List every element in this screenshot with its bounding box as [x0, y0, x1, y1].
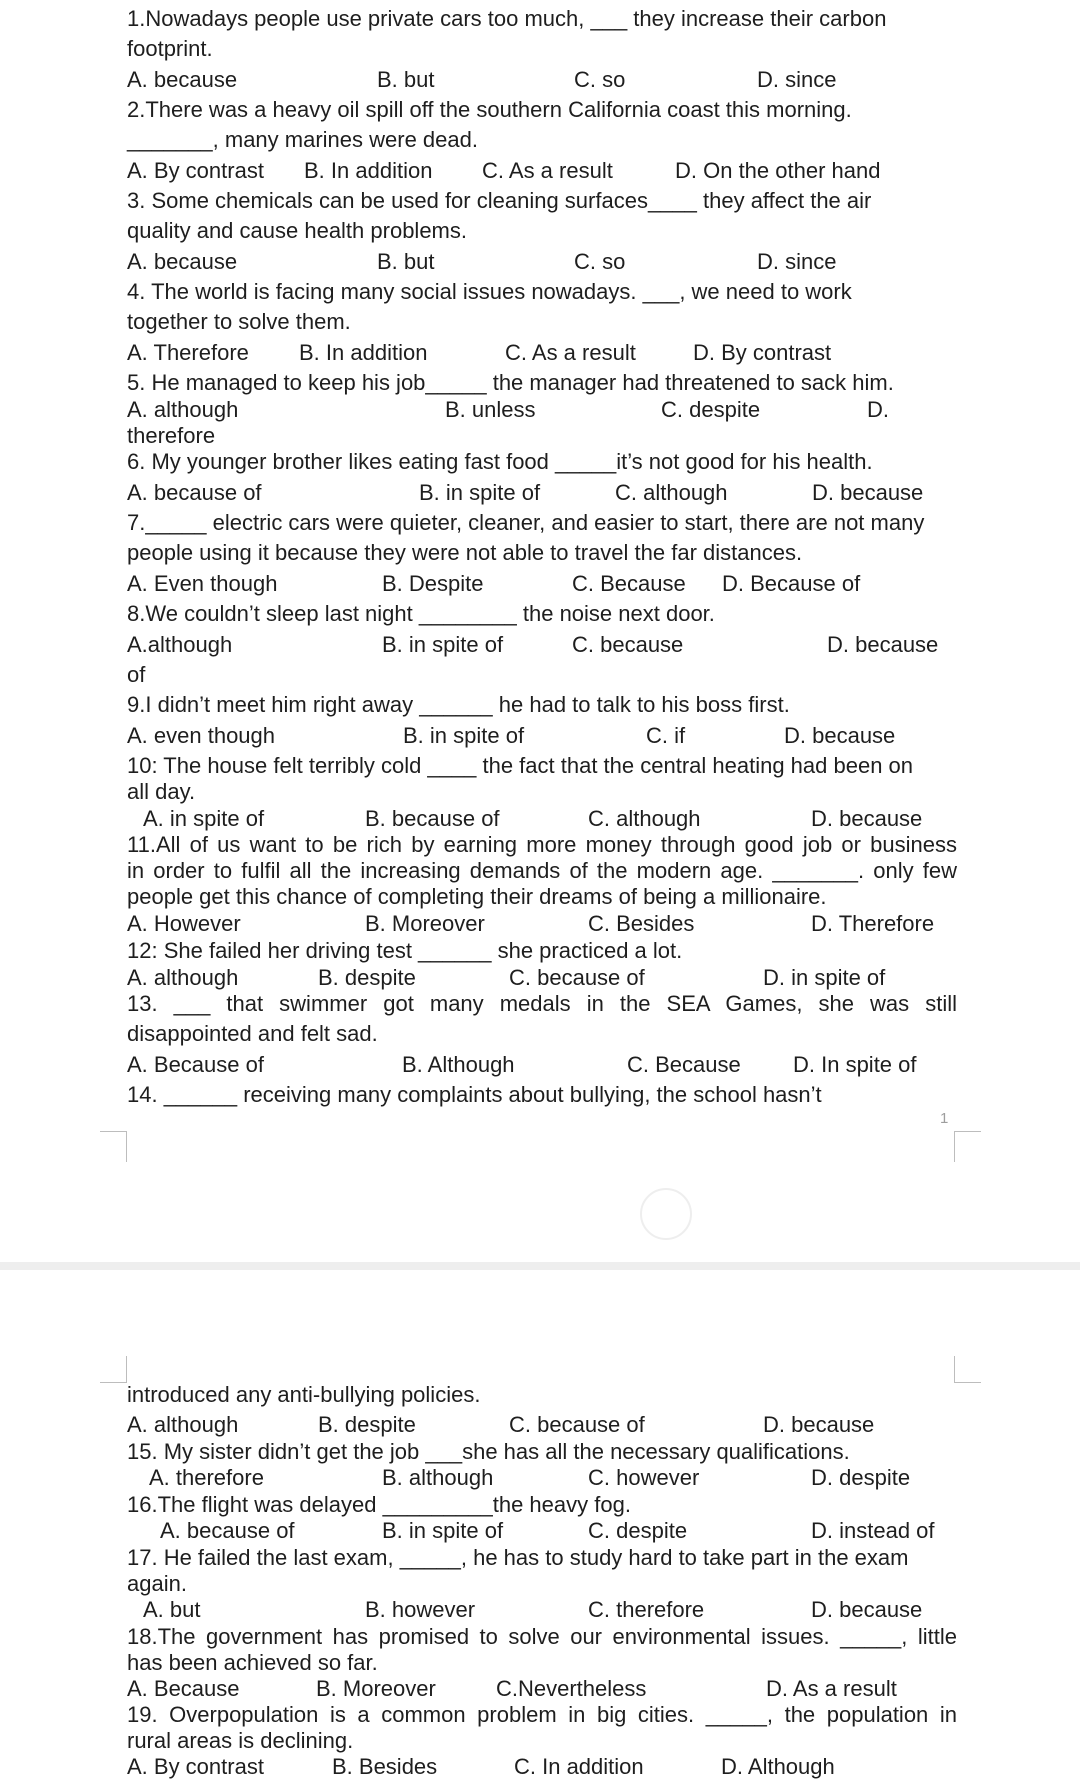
question-14-line-2: introduced any anti-bullying policies. [127, 1382, 481, 1407]
question-1-line-1: 1.Nowadays people use private cars too much, ___ they increase their carbon [127, 6, 887, 31]
option-c[interactable]: C. because of [509, 965, 645, 990]
option-a[interactable]: A. By contrast [127, 1754, 264, 1779]
question-11-line-2: in order to fulfil all the increasing demands of the modern age. _______. only few [127, 858, 957, 883]
option-c[interactable]: C. although [615, 480, 728, 505]
option-c[interactable]: C. therefore [588, 1597, 705, 1622]
question-1-options [127, 67, 957, 93]
question-13-line-2: disappointed and felt sad. [127, 1021, 378, 1046]
option-b[interactable]: B. despite [318, 1412, 416, 1437]
option-d[interactable]: D. Although [721, 1754, 835, 1779]
option-b[interactable]: B. In addition [299, 340, 428, 365]
option-d[interactable]: D. since [757, 67, 837, 92]
option-d[interactable]: D. because [763, 1412, 875, 1437]
option-b[interactable]: B. but [377, 249, 435, 274]
question-16-options [127, 1518, 957, 1544]
question-19-line-2: rural areas is declining. [127, 1728, 354, 1753]
option-b[interactable]: B. but [377, 67, 435, 92]
page-corner-mark [954, 1356, 981, 1383]
question-4-line-1: 4. The world is facing many social issues nowadays. ___, we need to work [127, 279, 852, 304]
option-a[interactable]: A. although [127, 397, 239, 422]
option-d[interactable]: D. despite [811, 1465, 911, 1490]
page-corner-mark [100, 1131, 127, 1162]
option-c[interactable]: C. Because [627, 1052, 741, 1077]
question-13-options [127, 1052, 957, 1078]
scroll-indicator [640, 1188, 692, 1240]
question-3-line-2: quality and cause health problems. [127, 218, 467, 243]
page-number: 1 [940, 1110, 949, 1127]
option-a[interactable]: A. because [127, 249, 238, 274]
question-2-line-2: _______, many marines were dead. [127, 127, 478, 152]
option-b[interactable]: B. in spite of [382, 632, 504, 657]
question-12-line-1: 12: She failed her driving test ______ she practiced a lot. [127, 938, 683, 963]
option-d[interactable]: D. Because of [722, 571, 861, 596]
option-a[interactable]: A. therefore [149, 1465, 264, 1490]
question-7-line-1: 7._____ electric cars were quieter, cleaner, and easier to start, there are not many [127, 510, 925, 535]
question-10-options [127, 806, 957, 832]
question-10-line-1: 10: The house felt terribly cold ____ the fact that the central heating had been on [127, 753, 914, 778]
option-b[interactable]: B. in spite of [419, 480, 541, 505]
option-d[interactable]: D. Therefore [811, 911, 935, 936]
page-corner-mark [954, 1131, 981, 1162]
option-b[interactable]: B. Moreover [365, 911, 485, 936]
question-1-line-2: footprint. [127, 36, 213, 61]
option-d[interactable]: D. because [784, 723, 896, 748]
option-b[interactable]: B. although [382, 1465, 494, 1490]
option-d[interactable]: D. because [812, 480, 924, 505]
question-6-line-1: 6. My younger brother likes eating fast food _____it’s not good for his health. [127, 449, 873, 474]
option-b[interactable]: B. in spite of [403, 723, 525, 748]
question-17-line-1: 17. He failed the last exam, _____, he has to study hard to take part in the exam [127, 1545, 909, 1570]
option-a[interactable]: A. although [127, 965, 239, 990]
option-c[interactable]: C. As a result [482, 158, 613, 183]
option-c[interactable]: C. despite [588, 1518, 688, 1543]
option-c[interactable]: C. because [572, 632, 684, 657]
question-7-options [127, 571, 957, 597]
question-14-line-1: 14. ______ receiving many complaints about bullying, the school hasn’t [127, 1082, 822, 1107]
option-a[interactable]: A. but [143, 1597, 201, 1622]
question-18-line-1: 18.The government has promised to solve our environmental issues. _____, little [127, 1624, 957, 1649]
question-3-options [127, 249, 957, 275]
option-c[interactable]: C. because of [509, 1412, 645, 1437]
option-d[interactable]: D. On the other hand [675, 158, 881, 183]
option-c[interactable]: C. so [574, 249, 626, 274]
option-c[interactable]: C. if [646, 723, 686, 748]
option-d[interactable]: D. In spite of [793, 1052, 917, 1077]
question-5-line-1: 5. He managed to keep his job_____ the manager had threatened to sack him. [127, 370, 894, 395]
option-c[interactable]: C. although [588, 806, 701, 831]
question-19-options [127, 1754, 957, 1780]
question-5-options [127, 397, 957, 423]
option-a[interactable]: A. because of [160, 1518, 295, 1543]
option-a[interactable]: A. However [127, 911, 241, 936]
option-b[interactable]: B. Despite [382, 571, 484, 596]
option-a[interactable]: A. By contrast [127, 158, 264, 183]
question-7-line-2: people using it because they were not able to travel the far distances. [127, 540, 803, 565]
question-12-options [127, 965, 957, 991]
option-b[interactable]: B. Besides [332, 1754, 438, 1779]
option-b[interactable]: B. in spite of [382, 1518, 504, 1543]
option-b[interactable]: B. In addition [304, 158, 433, 183]
option-a[interactable]: A. although [127, 1412, 239, 1437]
option-b[interactable]: B. despite [318, 965, 416, 990]
question-14-options [127, 1412, 957, 1438]
option-d[interactable]: D. because [827, 632, 939, 657]
option-d[interactable]: D. because [811, 1597, 923, 1622]
option-a[interactable]: A. Therefore [127, 340, 249, 365]
option-d[interactable]: D. [867, 397, 889, 422]
option-c[interactable]: C. Because [572, 571, 686, 596]
question-15-options [127, 1465, 957, 1491]
question-5-option-d-wrap: therefore [127, 423, 216, 448]
option-c[interactable]: C.Nevertheless [496, 1676, 647, 1701]
question-17-options [127, 1597, 957, 1623]
question-9-options [127, 723, 957, 749]
page-separator [0, 1262, 1080, 1270]
option-d[interactable]: D. instead of [811, 1518, 935, 1543]
question-2-options [127, 158, 957, 184]
option-a[interactable]: A. Because [127, 1676, 240, 1701]
question-6-options [127, 480, 957, 506]
option-b[interactable]: B. because of [365, 806, 500, 831]
option-a[interactable]: A. Because of [127, 1052, 264, 1077]
question-11-options [127, 911, 957, 937]
option-b[interactable]: B. Moreover [316, 1676, 436, 1701]
question-10-line-2: all day. [127, 779, 196, 804]
option-d[interactable]: D. As a result [766, 1676, 897, 1701]
question-3-line-1: 3. Some chemicals can be used for cleaning surfaces____ they affect the air [127, 188, 872, 213]
question-18-line-2: has been achieved so far. [127, 1650, 378, 1675]
worksheet-page-2 [0, 1270, 1080, 1780]
option-d[interactable]: D. By contrast [693, 340, 832, 365]
option-c[interactable]: C. so [574, 67, 626, 92]
option-a[interactable]: A. even though [127, 723, 276, 748]
option-b[interactable]: B. unless [445, 397, 536, 422]
option-c[interactable]: C. Besides [588, 911, 695, 936]
option-c[interactable]: C. despite [661, 397, 761, 422]
question-8-option-d-wrap: of [127, 662, 146, 687]
option-d[interactable]: D. because [811, 806, 923, 831]
option-d[interactable]: D. in spite of [763, 965, 886, 990]
question-18-options [127, 1676, 957, 1702]
option-c[interactable]: C. however [588, 1465, 700, 1490]
question-4-options [127, 340, 957, 366]
question-8-line-1: 8.We couldn’t sleep last night ________ the noise next door. [127, 601, 715, 626]
question-17-line-2: again. [127, 1571, 187, 1596]
question-11-line-3: people get this chance of completing their dreams of being a millionaire. [127, 884, 827, 909]
page-corner-mark [100, 1356, 127, 1383]
option-a[interactable]: A. because of [127, 480, 262, 505]
question-19-line-1: 19. Overpopulation is a common problem in big cities. _____, the population in [127, 1702, 957, 1727]
option-a[interactable]: A. in spite of [143, 806, 265, 831]
option-a[interactable]: A. because [127, 67, 238, 92]
option-d[interactable]: D. since [757, 249, 837, 274]
option-a[interactable]: A.although [127, 632, 233, 657]
question-15-line-1: 15. My sister didn’t get the job ___she has all the necessary qualifications. [127, 1439, 850, 1464]
question-9-line-1: 9.I didn’t meet him right away ______ he had to talk to his boss first. [127, 692, 790, 717]
question-13-line-1: 13. ___ that swimmer got many medals in the SEA Games, she was still [127, 991, 957, 1016]
option-b[interactable]: B. however [365, 1597, 476, 1622]
option-c[interactable]: C. In addition [514, 1754, 644, 1779]
question-2-line-1: 2.There was a heavy oil spill off the southern California coast this morning. [127, 97, 852, 122]
option-b[interactable]: B. Although [402, 1052, 515, 1077]
option-c[interactable]: C. As a result [505, 340, 636, 365]
option-a[interactable]: A. Even though [127, 571, 278, 596]
question-8-options [127, 632, 957, 658]
question-4-line-2: together to solve them. [127, 309, 351, 334]
question-11-line-1: 11.All of us want to be rich by earning more money through good job or business [127, 832, 957, 857]
question-16-line-1: 16.The flight was delayed _________the heavy fog. [127, 1492, 631, 1517]
